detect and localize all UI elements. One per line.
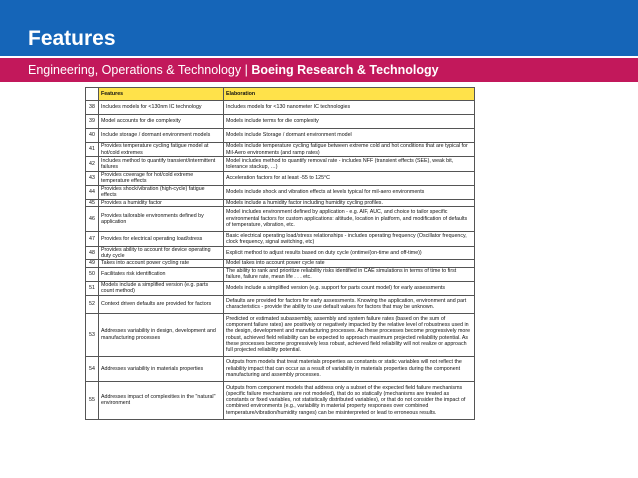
elaboration-cell: Models include shock and vibration effects at levels typical for mil-aero environments	[224, 185, 475, 199]
subtitle-org: Boeing Research & Technology	[251, 63, 439, 77]
row-number: 55	[86, 381, 99, 419]
table-body	[86, 101, 475, 420]
table-header-row	[86, 88, 475, 101]
elaboration-cell: Defaults are provided for factors for early assessments. Knowing the application, environment and part characteristics - provide the ability to use default values for factors that may be unknown.	[224, 295, 475, 313]
elaboration-cell: The ability to rank and prioritize reliability risks identified in CAE simulations in terms of time to first failure, failure rate, mean life . . . etc.	[224, 267, 475, 281]
elaboration-cell: Model includes environment defined by application - e.g. AIF, AUC, and choice to tailor specific environmental factors for custom applications: altitude, location in platform, and modification of defaults of temperature, vibration, etc.	[224, 206, 475, 231]
elaboration-cell: Outputs from models that treat materials properties as constants or static variables will not reflect the reliability impact that can occur as a result of variability in materials properties during the component manufacturing and assembly processes.	[224, 356, 475, 381]
feature-cell: Addresses variability in materials properties	[99, 356, 224, 381]
feature-cell: Takes into account power cycling rate	[99, 260, 224, 267]
feature-cell: Addresses variability in design, development and manufacturing processes	[99, 313, 224, 356]
slide-subtitle	[28, 62, 439, 78]
table-row	[86, 157, 475, 172]
feature-cell: Provides tailorable environments defined by application	[99, 206, 224, 231]
feature-cell: Includes method to quantify transient/intermittent failures	[99, 157, 224, 172]
feature-cell: Facilitates risk identification	[99, 267, 224, 281]
subtitle-prefix: Engineering, Operations & Technology |	[28, 63, 252, 77]
feature-cell: Provides coverage for hot/cold extreme temperature effects	[99, 172, 224, 186]
elaboration-cell: Explicit method to adjust results based on duty cycle (ontime/(on-time and off-time))	[224, 246, 475, 260]
table-row	[86, 260, 475, 267]
elaboration-cell: Models include Storage / dormant environment model	[224, 129, 475, 143]
table-row	[86, 172, 475, 186]
table-row	[86, 115, 475, 129]
feature-cell: Provides shock/vibration (high-cycle) fatigue effects	[99, 185, 224, 199]
row-number: 54	[86, 356, 99, 381]
features-table	[85, 87, 475, 420]
feature-cell: Provides temperature cycling fatigue model at hot/cold extremes	[99, 143, 224, 157]
table-row	[86, 295, 475, 313]
row-number: 41	[86, 143, 99, 157]
feature-cell: Provides for electrical operating load/stress	[99, 231, 224, 246]
elaboration-cell: Models include a simplified version (e.g. support for parts count model) for early assessments	[224, 281, 475, 295]
row-number: 46	[86, 206, 99, 231]
header-features: Features	[99, 88, 224, 101]
table-row	[86, 267, 475, 281]
elaboration-cell: Model includes method to quantify removal rate - includes NFF (transient effects (SEE), weak bit, tolerance stackup, …)	[224, 157, 475, 172]
table-row	[86, 356, 475, 381]
elaboration-cell: Outputs from component models that address only a subset of the expected field failure mechanisms (specific failure mechanisms are not modeled), that do so statically (mechanisms are treated as constants or fixed variables, not statistically distributed variables), or that do not consider the impact of combined environments (e.g., variability in material property responses over combined temperature/vibration/humidity ranges) can be misinterpreted or lead to erroneous results.	[224, 381, 475, 419]
table-row	[86, 129, 475, 143]
row-number: 44	[86, 185, 99, 199]
feature-cell: Model accounts for die complexity	[99, 115, 224, 129]
elaboration-cell: Basic electrical operating load/stress relationships - includes operating frequency (Oscillator frequency, clock frequency, signal switching, etc)	[224, 231, 475, 246]
table-row	[86, 206, 475, 231]
elaboration-cell: Models include terms for die complexity	[224, 115, 475, 129]
row-number: 48	[86, 246, 99, 260]
table-row	[86, 246, 475, 260]
elaboration-cell: Models include temperature cycling fatigue between extreme cold and hot conditions that are typical for Mil-Aero environments (and ramp rates)	[224, 143, 475, 157]
row-number: 49	[86, 260, 99, 267]
row-number: 38	[86, 101, 99, 115]
table-row	[86, 143, 475, 157]
elaboration-cell: Model takes into account power cycle rate	[224, 260, 475, 267]
header-blank-cell	[86, 88, 99, 101]
feature-cell: Addresses impact of complexities in the "natural" environment	[99, 381, 224, 419]
row-number: 50	[86, 267, 99, 281]
row-number: 51	[86, 281, 99, 295]
elaboration-cell: Predicted or estimated subassembly, assembly and system failure rates (based on the sum of component failure rates) are positively or negatively impacted by the relative level of robustness used in the design, development and manufacturing processes. As these processes become progressively more robust, achieved field reliability can be expected to approach maximum projected reliability potential. As these processes become progressively less robust, achieved field reliability will not realize or approach full projected reliability potential.	[224, 313, 475, 356]
subtitle-bar	[0, 58, 638, 82]
feature-cell: Provides a humidity factor	[99, 199, 224, 206]
feature-cell: Provides ability to account for device operating duty cycle	[99, 246, 224, 260]
elaboration-cell: Models include a humidity factor including humidity cycling profiles.	[224, 199, 475, 206]
row-number: 53	[86, 313, 99, 356]
table-row	[86, 313, 475, 356]
table-row	[86, 281, 475, 295]
elaboration-cell: Includes models for <130 nanometer IC technologies	[224, 101, 475, 115]
row-number: 43	[86, 172, 99, 186]
table-row	[86, 199, 475, 206]
feature-cell: Includes models for <130nm IC technology	[99, 101, 224, 115]
header-elaboration: Elaboration	[224, 88, 475, 101]
row-number: 45	[86, 199, 99, 206]
row-number: 40	[86, 129, 99, 143]
feature-cell: Models include a simplified version (e.g. parts count method)	[99, 281, 224, 295]
feature-cell: Context driven defaults are provided for factors	[99, 295, 224, 313]
title-bar	[0, 0, 638, 56]
row-number: 52	[86, 295, 99, 313]
table-row	[86, 381, 475, 419]
table-row	[86, 231, 475, 246]
slide-title: Features	[28, 27, 116, 50]
table-row	[86, 101, 475, 115]
row-number: 47	[86, 231, 99, 246]
row-number: 39	[86, 115, 99, 129]
feature-cell: Include storage / dormant environment models	[99, 129, 224, 143]
table-row	[86, 185, 475, 199]
row-number: 42	[86, 157, 99, 172]
elaboration-cell: Acceleration factors for at least -55 to 125°C	[224, 172, 475, 186]
